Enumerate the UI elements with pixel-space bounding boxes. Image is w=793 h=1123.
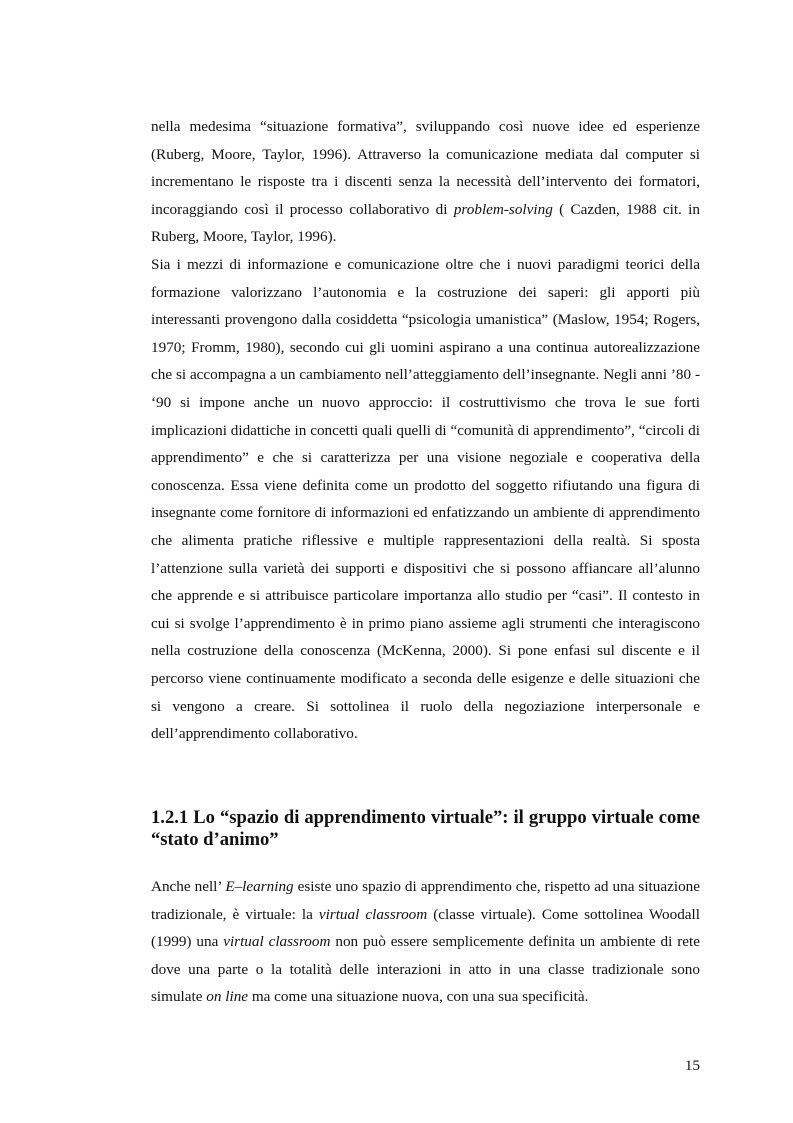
section-heading: 1.2.1 Lo “spazio di apprendimento virtuale”: il gruppo virtuale come “stato d’animo” bbox=[151, 807, 700, 850]
text-run: ( Cazden, 1988 cit. in Ruberg, Moore, Taylor, 1996). bbox=[151, 200, 700, 246]
paragraph-3 bbox=[151, 873, 700, 1011]
text-run: (classe virtuale). Come sottolinea Woodall (1999) una bbox=[151, 905, 700, 951]
paragraph-2: Sia i mezzi di informazione e comunicazione oltre che i nuovi paradigmi teorici della formazione valorizzano l’autonomia e la costruzione dei saperi: gli apporti più interessanti provengono dalla cosiddetta “psicologia umanistica” (Maslow, 1954; Rogers, 1970; Fromm, 1980), secondo cui gli uomini aspirano a una continua autorealizzazione che si accompagna a un cambiamento nell’atteggiamento dell’insegnante. Negli anni ’80 - ‘90 si impone anche un nuovo approccio: il costruttivismo che trova le sue forti implicazioni didattiche in concetti quali quelli di “comunità di apprendimento”, “circoli di apprendimento” e che si caratterizza per una visione negoziale e cooperativa della conoscenza. Essa viene definita come un prodotto del soggetto rifiutando una figura di insegnante come fornitore di informazioni ed enfatizzando un ambiente di apprendimento che alimenta pratiche riflessive e multiple rappresentazioni della realtà. Si sposta l’attenzione sulla varietà dei supporti e dispositivi che si possono affiancare all’alunno che apprende e si attribuisce particolare importanza allo studio per “casi”. Il contesto in cui si svolge l’apprendimento è in primo piano assieme agli strumenti che interagiscono nella costruzione della conoscenza (McKenna, 2000). Si pone enfasi sul discente e il percorso viene continuamente modificato a seconda delle esigenze e delle situazioni che si vengono a creare. Si sottolinea il ruolo della negoziazione interpersonale e dell’apprendimento collaborativo. bbox=[151, 256, 700, 743]
text-run: esiste uno spazio di apprendimento che, rispetto ad una situazione tradizionale, è virtuale: la bbox=[151, 878, 700, 923]
italic-term: E–learning bbox=[225, 878, 294, 895]
italic-term: on line bbox=[206, 988, 249, 1006]
text-run: nella medesima “situazione formativa”, sviluppando così nuove idee ed esperienze (Ruberg, Moore, Taylor, 1996). Attraverso la comunicazione mediata dal computer si incrementano le risposte tra i discenti senza la necessità dell’intervento dei formatori, incoraggiando così il processo collaborativo di bbox=[151, 118, 700, 218]
text-run: Anche nell’ bbox=[151, 878, 226, 895]
page-number: 15 bbox=[684, 1057, 700, 1074]
text-run: non può essere semplicemente definita un ambiente di rete dove una parte o la totalità delle interazioni in atto in una classe tradizionale sono simulate bbox=[151, 933, 701, 1006]
paragraph-1 bbox=[151, 113, 700, 251]
text-run: ma come una situazione nuova, con una sua specificità. bbox=[248, 988, 589, 1006]
italic-term: virtual classroom bbox=[318, 905, 428, 923]
italic-term: problem-solving bbox=[453, 200, 553, 218]
italic-term: virtual classroom bbox=[223, 933, 331, 951]
